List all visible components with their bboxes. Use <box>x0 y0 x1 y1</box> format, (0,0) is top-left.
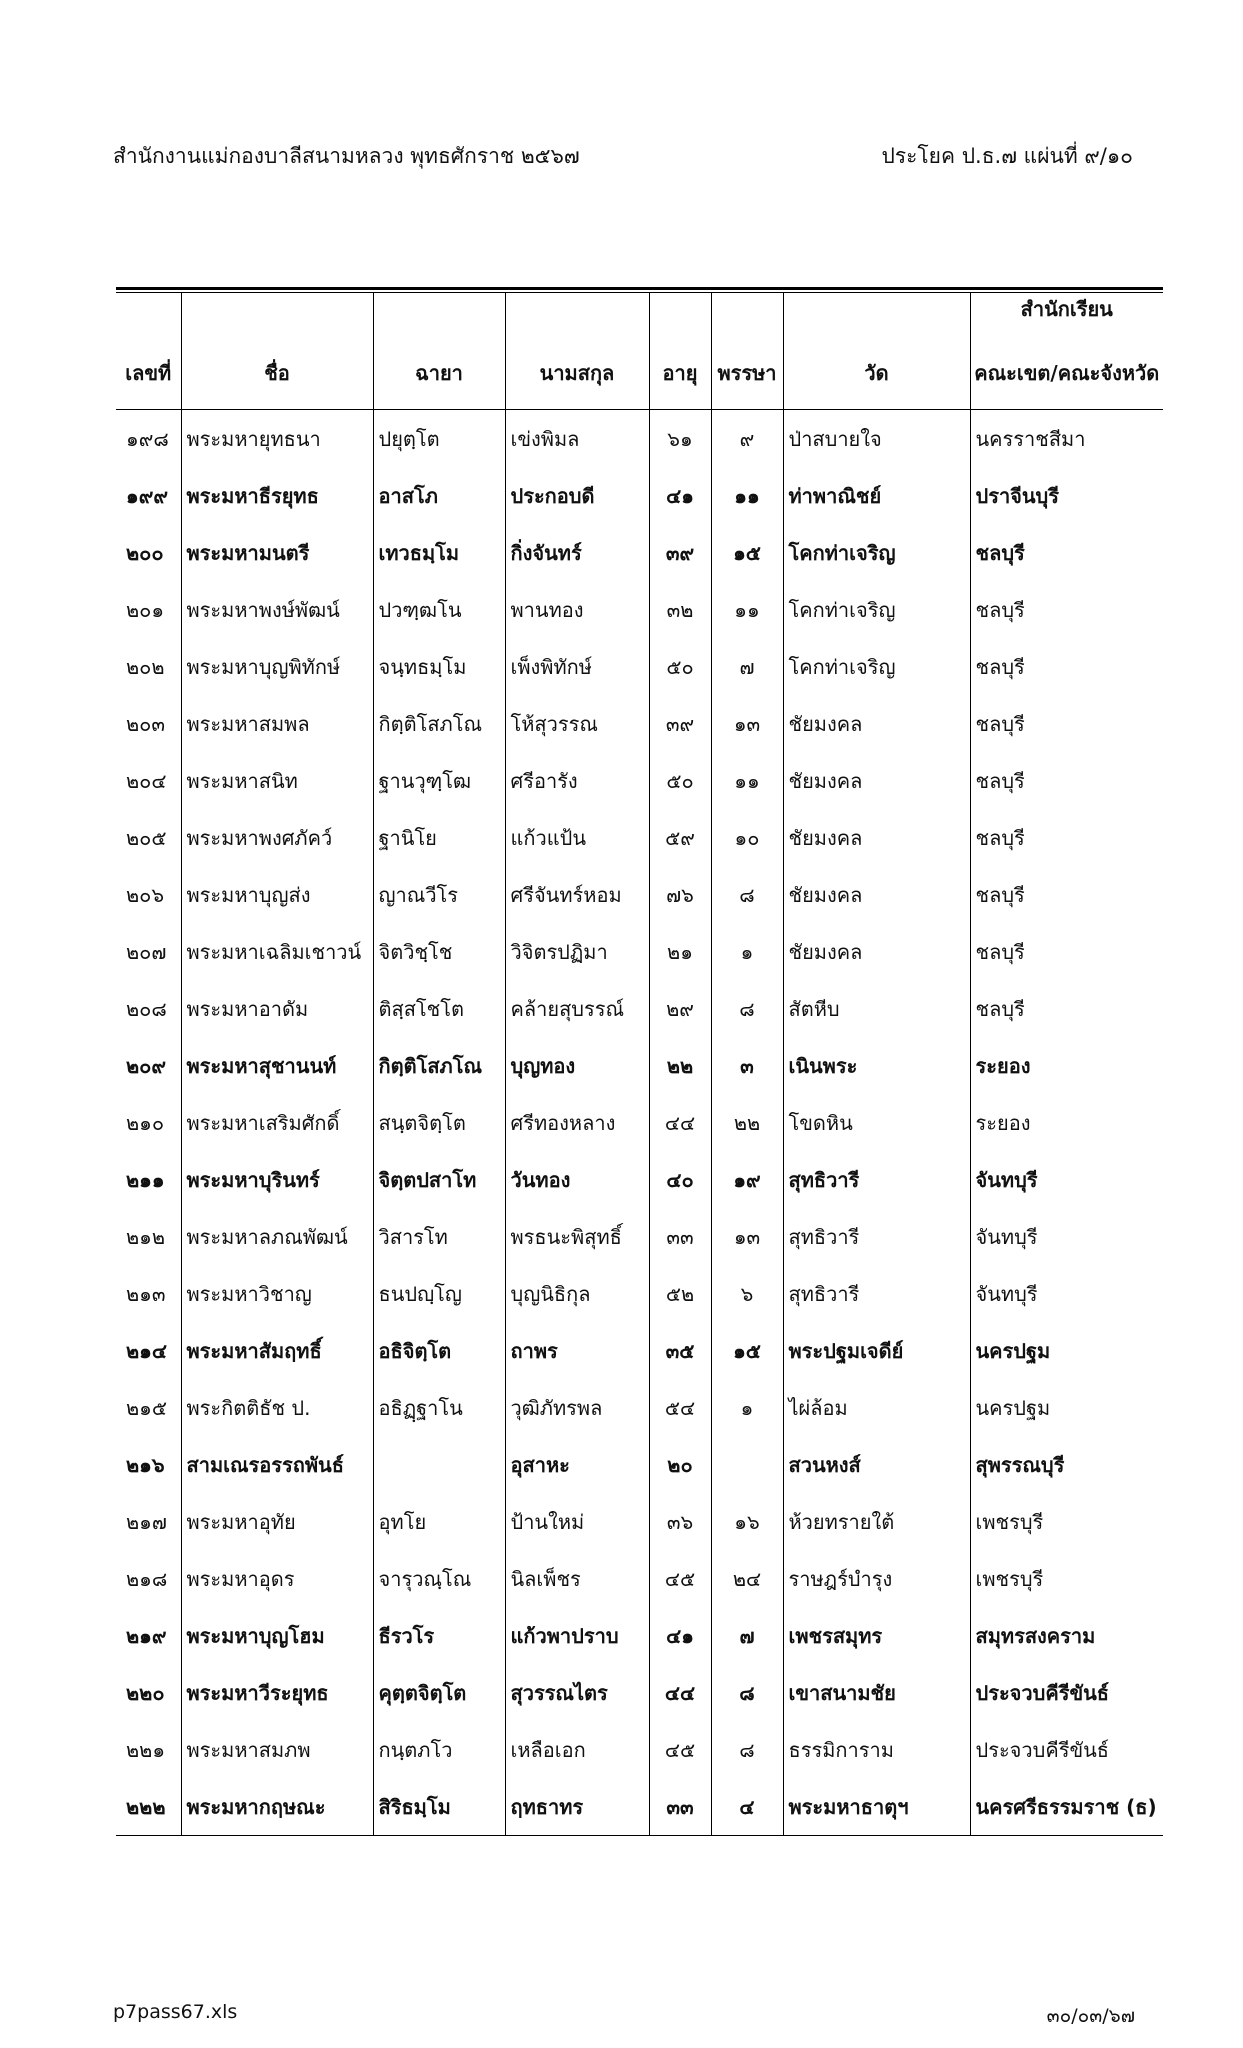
col-header-number: เลขที่ <box>116 293 181 410</box>
cell-chaya: ธีรวโร <box>373 1607 505 1664</box>
cell-temple: โคกท่าเจริญ <box>783 638 970 695</box>
cell-province: ชลบุรี <box>970 866 1163 923</box>
cell-chaya: จิตฺตปสาโท <box>373 1151 505 1208</box>
table-header-row <box>116 293 1163 410</box>
col-header-surname: นามสกุล <box>505 293 649 410</box>
cell-vassa: ๑๙ <box>711 1151 783 1208</box>
cell-age: ๔๑ <box>649 1607 711 1664</box>
cell-chaya: ปวฑฺฒโน <box>373 581 505 638</box>
cell-name: พระมหาบุญโฮม <box>181 1607 373 1664</box>
cell-age: ๒๒ <box>649 1037 711 1094</box>
cell-chaya <box>373 1436 505 1493</box>
col-header-temple: วัด <box>783 293 970 410</box>
cell-number: ๒๑๘ <box>126 1566 168 1591</box>
cell-chaya: อาสโภ <box>373 467 505 524</box>
cell-province: นครศรีธรรมราช (ธ) <box>970 1778 1163 1836</box>
cell-vassa: ๑๑ <box>711 581 783 638</box>
cell-age: ๕๔ <box>649 1379 711 1436</box>
cell-number: ๒๑๙ <box>126 1623 167 1648</box>
cell-temple: พระมหาธาตุฯ <box>783 1778 970 1836</box>
cell-province: นครปฐม <box>970 1379 1163 1436</box>
cell-chaya: ปยุตฺโต <box>373 410 505 468</box>
cell-name: พระมหาสุชานนท์ <box>181 1037 373 1094</box>
cell-name: พระมหาสมพล <box>181 695 373 752</box>
cell-age: ๓๕ <box>649 1322 711 1379</box>
cell-vassa: ๑ <box>711 1379 783 1436</box>
cell-surname: วิจิตรปฏิมา <box>505 923 649 980</box>
cell-surname: วันทอง <box>505 1151 649 1208</box>
cell-number: ๒๐๕ <box>126 825 167 850</box>
cell-temple: ชัยมงคล <box>783 809 970 866</box>
cell-age: ๓๙ <box>649 524 711 581</box>
table-row <box>116 1265 1163 1322</box>
cell-temple: ป่าสบายใจ <box>783 410 970 468</box>
cell-chaya: สิริธมฺโม <box>373 1778 505 1836</box>
cell-name: พระมหามนตรี <box>181 524 373 581</box>
cell-chaya: ธนปญฺโญ <box>373 1265 505 1322</box>
cell-name: พระมหาบุรินทร์ <box>181 1151 373 1208</box>
cell-chaya: ฐานิโย <box>373 809 505 866</box>
cell-vassa: ๖ <box>711 1265 783 1322</box>
cell-surname: บุญทอง <box>505 1037 649 1094</box>
cell-number: ๒๐๑ <box>126 597 165 622</box>
cell-temple: เพชรสมุทร <box>783 1607 970 1664</box>
cell-age: ๓๖ <box>649 1493 711 1550</box>
table-row <box>116 752 1163 809</box>
cell-age: ๕๙ <box>649 809 711 866</box>
table-row <box>116 1322 1163 1379</box>
cell-name: พระมหาอุทัย <box>181 1493 373 1550</box>
col-header-province: คณะเขต/คณะจังหวัด <box>974 361 1160 385</box>
cell-surname: ประกอบดี <box>505 467 649 524</box>
cell-vassa: ๒๒ <box>711 1094 783 1151</box>
cell-province: ชลบุรี <box>970 980 1163 1037</box>
cell-vassa: ๒๔ <box>711 1550 783 1607</box>
cell-number: ๒๑๔ <box>126 1338 168 1363</box>
cell-age: ๔๔ <box>649 1094 711 1151</box>
table-row <box>116 1379 1163 1436</box>
cell-surname: พรธนะพิสุทธิ์ <box>505 1208 649 1265</box>
header-office-title: สำนักงานแม่กองบาลีสนามหลวง พุทธศักราช ๒๕๖๗ <box>113 144 580 168</box>
cell-surname: แก้วพาปราบ <box>505 1607 649 1664</box>
cell-vassa: ๓ <box>711 1037 783 1094</box>
cell-surname: คล้ายสุบรรณ์ <box>505 980 649 1037</box>
table-row <box>116 1778 1163 1836</box>
cell-temple: ชัยมงคล <box>783 752 970 809</box>
cell-province: ประจวบคีรีขันธ์ <box>970 1721 1163 1778</box>
cell-name: พระมหายุทธนา <box>181 410 373 468</box>
cell-name: พระมหาสมภพ <box>181 1721 373 1778</box>
footer-date: ๓๐/๐๓/๖๗ <box>1046 2005 1135 2027</box>
cell-province: ชลบุรี <box>970 809 1163 866</box>
cell-name: พระมหาวิชาญ <box>181 1265 373 1322</box>
cell-temple: โขดหิน <box>783 1094 970 1151</box>
cell-age: ๔๕ <box>649 1721 711 1778</box>
cell-vassa: ๔ <box>711 1778 783 1836</box>
cell-temple: ชัยมงคล <box>783 866 970 923</box>
cell-age: ๓๙ <box>649 695 711 752</box>
cell-surname: เข่งพิมล <box>505 410 649 468</box>
cell-temple: สุทธิวารี <box>783 1208 970 1265</box>
col-header-school-province <box>970 293 1163 410</box>
cell-chaya: กิตฺติโสภโณ <box>373 695 505 752</box>
cell-surname: อุสาหะ <box>505 1436 649 1493</box>
cell-surname: ศรีจันทร์หอม <box>505 866 649 923</box>
cell-province: จันทบุรี <box>970 1151 1163 1208</box>
cell-surname: เพ็งพิทักษ์ <box>505 638 649 695</box>
cell-age: ๒๑ <box>649 923 711 980</box>
cell-surname: ถาพร <box>505 1322 649 1379</box>
cell-chaya: ฐานวุฑฺโฒ <box>373 752 505 809</box>
cell-chaya: จนฺทธมฺโม <box>373 638 505 695</box>
cell-number: ๑๙๘ <box>126 426 169 451</box>
table-row <box>116 581 1163 638</box>
col-header-chaya: ฉายา <box>373 293 505 410</box>
cell-name: พระมหาพงศภัคว์ <box>181 809 373 866</box>
cell-province: ชลบุรี <box>970 923 1163 980</box>
cell-number: ๒๑๐ <box>126 1110 165 1135</box>
cell-number: ๒๐๖ <box>126 882 165 907</box>
cell-number: ๒๐๓ <box>126 711 166 736</box>
cell-vassa: ๑๖ <box>711 1493 783 1550</box>
cell-number: ๒๐๗ <box>126 939 167 964</box>
cell-province: ระยอง <box>970 1037 1163 1094</box>
cell-age: ๖๑ <box>649 410 711 468</box>
cell-surname: ป้านใหม่ <box>505 1493 649 1550</box>
cell-vassa: ๘ <box>711 980 783 1037</box>
footer-filename: p7pass67.xls <box>113 2001 238 2023</box>
cell-age: ๗๖ <box>649 866 711 923</box>
cell-number: ๒๐๔ <box>126 768 167 793</box>
col-header-school: สำนักเรียน <box>1020 297 1113 321</box>
cell-temple: โคกท่าเจริญ <box>783 524 970 581</box>
table-row <box>116 1151 1163 1208</box>
cell-surname: แก้วแป้น <box>505 809 649 866</box>
cell-chaya: ญาณวีโร <box>373 866 505 923</box>
cell-name: พระกิตติธัช ป. <box>181 1379 373 1436</box>
cell-surname: บุญนิธิกุล <box>505 1265 649 1322</box>
cell-vassa: ๑๓ <box>711 1208 783 1265</box>
cell-province: สมุทรสงคราม <box>970 1607 1163 1664</box>
cell-vassa: ๑๐ <box>711 809 783 866</box>
cell-province: ชลบุรี <box>970 752 1163 809</box>
cell-name: สามเณรอรรถพันธ์ <box>181 1436 373 1493</box>
cell-age: ๓๓ <box>649 1208 711 1265</box>
cell-temple: เขาสนามชัย <box>783 1664 970 1721</box>
cell-surname: สุวรรณไตร <box>505 1664 649 1721</box>
cell-age: ๔๕ <box>649 1550 711 1607</box>
cell-number: ๒๐๒ <box>126 654 165 679</box>
cell-number: ๒๐๙ <box>126 1053 167 1078</box>
cell-surname: วุฒิภัทรพล <box>505 1379 649 1436</box>
table-row <box>116 1550 1163 1607</box>
cell-number: ๒๑๗ <box>126 1509 167 1534</box>
cell-name: พระมหาพงษ์พัฒน์ <box>181 581 373 638</box>
table-row <box>116 524 1163 581</box>
cell-province: จันทบุรี <box>970 1265 1163 1322</box>
table-body <box>116 410 1163 1836</box>
col-header-name: ชื่อ <box>181 293 373 410</box>
cell-age: ๔๔ <box>649 1664 711 1721</box>
table-row <box>116 638 1163 695</box>
table-row <box>116 1607 1163 1664</box>
cell-temple: ชัยมงคล <box>783 923 970 980</box>
table-row <box>116 980 1163 1037</box>
cell-chaya: เทวธมฺโม <box>373 524 505 581</box>
table-row <box>116 923 1163 980</box>
cell-province: ปราจีนบุรี <box>970 467 1163 524</box>
cell-temple: พระปฐมเจดีย์ <box>783 1322 970 1379</box>
cell-province: ระยอง <box>970 1094 1163 1151</box>
cell-vassa <box>711 1436 783 1493</box>
cell-age: ๓๓ <box>649 1778 711 1836</box>
table-row <box>116 1493 1163 1550</box>
cell-temple: สุทธิวารี <box>783 1151 970 1208</box>
cell-temple: สวนหงส์ <box>783 1436 970 1493</box>
cell-number: ๒๑๓ <box>126 1281 166 1306</box>
cell-age: ๒๐ <box>649 1436 711 1493</box>
cell-surname: โห้สุวรรณ <box>505 695 649 752</box>
table-row <box>116 695 1163 752</box>
cell-age: ๕๒ <box>649 1265 711 1322</box>
cell-chaya: อุทโย <box>373 1493 505 1550</box>
cell-number: ๒๑๒ <box>126 1224 166 1249</box>
cell-vassa: ๗ <box>711 1607 783 1664</box>
cell-number: ๒๐๐ <box>126 540 164 565</box>
cell-name: พระมหาวีระยุทธ <box>181 1664 373 1721</box>
cell-chaya: จารุวณฺโณ <box>373 1550 505 1607</box>
cell-vassa: ๑๑ <box>711 467 783 524</box>
cell-vassa: ๘ <box>711 1721 783 1778</box>
col-header-vassa: พรรษา <box>711 293 783 410</box>
cell-province: ชลบุรี <box>970 581 1163 638</box>
cell-vassa: ๑๑ <box>711 752 783 809</box>
cell-number: ๒๒๐ <box>126 1680 165 1705</box>
cell-province: ชลบุรี <box>970 524 1163 581</box>
cell-number: ๒๒๒ <box>116 1778 181 1836</box>
cell-number: ๒๑๑ <box>126 1167 165 1192</box>
table-row <box>116 1436 1163 1493</box>
cell-vassa: ๙ <box>711 410 783 468</box>
cell-province: เพชรบุรี <box>970 1493 1163 1550</box>
cell-chaya: ติสฺสโชโต <box>373 980 505 1037</box>
cell-name: พระมหาเฉลิมเชาวน์ <box>181 923 373 980</box>
cell-surname: กิ่งจันทร์ <box>505 524 649 581</box>
cell-number: ๒๑๕ <box>126 1395 168 1420</box>
cell-temple: ราษฎร์บำรุง <box>783 1550 970 1607</box>
cell-vassa: ๗ <box>711 638 783 695</box>
cell-number: ๒๑๖ <box>126 1452 165 1477</box>
cell-temple: ชัยมงคล <box>783 695 970 752</box>
cell-vassa: ๑๕ <box>711 1322 783 1379</box>
results-table <box>116 293 1163 1836</box>
cell-age: ๕๐ <box>649 752 711 809</box>
cell-vassa: ๑ <box>711 923 783 980</box>
cell-surname: ศรีทองหลาง <box>505 1094 649 1151</box>
cell-chaya: วิสารโท <box>373 1208 505 1265</box>
table-row <box>116 1037 1163 1094</box>
cell-temple: สุทธิวารี <box>783 1265 970 1322</box>
cell-temple: ธรรมิการาม <box>783 1721 970 1778</box>
table-row <box>116 866 1163 923</box>
cell-surname: พานทอง <box>505 581 649 638</box>
col-header-age: อายุ <box>649 293 711 410</box>
cell-surname: ฤทธาทร <box>505 1778 649 1836</box>
cell-name: พระมหาธีรยุทธ <box>181 467 373 524</box>
cell-number: ๒๒๑ <box>126 1737 166 1762</box>
cell-age: ๕๐ <box>649 638 711 695</box>
cell-province: นครราชสีมา <box>970 410 1163 468</box>
cell-province: ชลบุรี <box>970 638 1163 695</box>
cell-chaya: กิตฺติโสภโณ <box>373 1037 505 1094</box>
cell-chaya: กนฺตภโว <box>373 1721 505 1778</box>
cell-name: พระมหาอาดัม <box>181 980 373 1037</box>
cell-age: ๓๒ <box>649 581 711 638</box>
cell-chaya: จิตวิชฺโช <box>373 923 505 980</box>
cell-chaya: อธิฏฺฐาโน <box>373 1379 505 1436</box>
cell-surname: ศรีอารัง <box>505 752 649 809</box>
cell-province: นครปฐม <box>970 1322 1163 1379</box>
cell-chaya: คุตฺตจิตฺโต <box>373 1664 505 1721</box>
cell-name: พระมหาบุญพิทักษ์ <box>181 638 373 695</box>
cell-temple: ห้วยทรายใต้ <box>783 1493 970 1550</box>
table-row <box>116 1094 1163 1151</box>
cell-province: เพชรบุรี <box>970 1550 1163 1607</box>
cell-name: พระมหากฤษณะ <box>181 1778 373 1836</box>
cell-temple: ท่าพาณิชย์ <box>783 467 970 524</box>
table-row <box>116 1664 1163 1721</box>
header-sheet-number: ประโยค ป.ธ.๗ แผ่นที่ ๙/๑๐ <box>881 144 1133 168</box>
cell-chaya: อธิจิตฺโต <box>373 1322 505 1379</box>
cell-province: จันทบุรี <box>970 1208 1163 1265</box>
cell-name: พระมหาลภณพัฒน์ <box>181 1208 373 1265</box>
cell-name: พระมหาอุดร <box>181 1550 373 1607</box>
cell-chaya: สนฺตจิตฺโต <box>373 1094 505 1151</box>
table-row <box>116 467 1163 524</box>
cell-vassa: ๑๓ <box>711 695 783 752</box>
cell-temple: ไผ่ล้อม <box>783 1379 970 1436</box>
cell-age: ๔๑ <box>649 467 711 524</box>
cell-number: ๒๐๘ <box>126 996 167 1021</box>
cell-province: ชลบุรี <box>970 695 1163 752</box>
cell-vassa: ๘ <box>711 1664 783 1721</box>
cell-name: พระมหาบุญส่ง <box>181 866 373 923</box>
cell-vassa: ๑๕ <box>711 524 783 581</box>
cell-temple: เนินพระ <box>783 1037 970 1094</box>
table-row <box>116 1208 1163 1265</box>
cell-name: พระมหาสนิท <box>181 752 373 809</box>
cell-temple: โคกท่าเจริญ <box>783 581 970 638</box>
table-row <box>116 410 1163 468</box>
cell-name: พระมหาเสริมศักดิ์ <box>181 1094 373 1151</box>
cell-age: ๒๙ <box>649 980 711 1037</box>
results-table-wrapper <box>116 287 1163 1836</box>
table-row <box>116 809 1163 866</box>
cell-surname: เหลือเอก <box>505 1721 649 1778</box>
cell-vassa: ๘ <box>711 866 783 923</box>
table-row <box>116 1721 1163 1778</box>
cell-surname: นิลเพ็ชร <box>505 1550 649 1607</box>
cell-province: ประจวบคีรีขันธ์ <box>970 1664 1163 1721</box>
cell-number: ๑๙๙ <box>126 483 168 508</box>
cell-province: สุพรรณบุรี <box>970 1436 1163 1493</box>
cell-age: ๔๐ <box>649 1151 711 1208</box>
cell-temple: สัตหีบ <box>783 980 970 1037</box>
cell-name: พระมหาสัมฤทธิ์ <box>181 1322 373 1379</box>
